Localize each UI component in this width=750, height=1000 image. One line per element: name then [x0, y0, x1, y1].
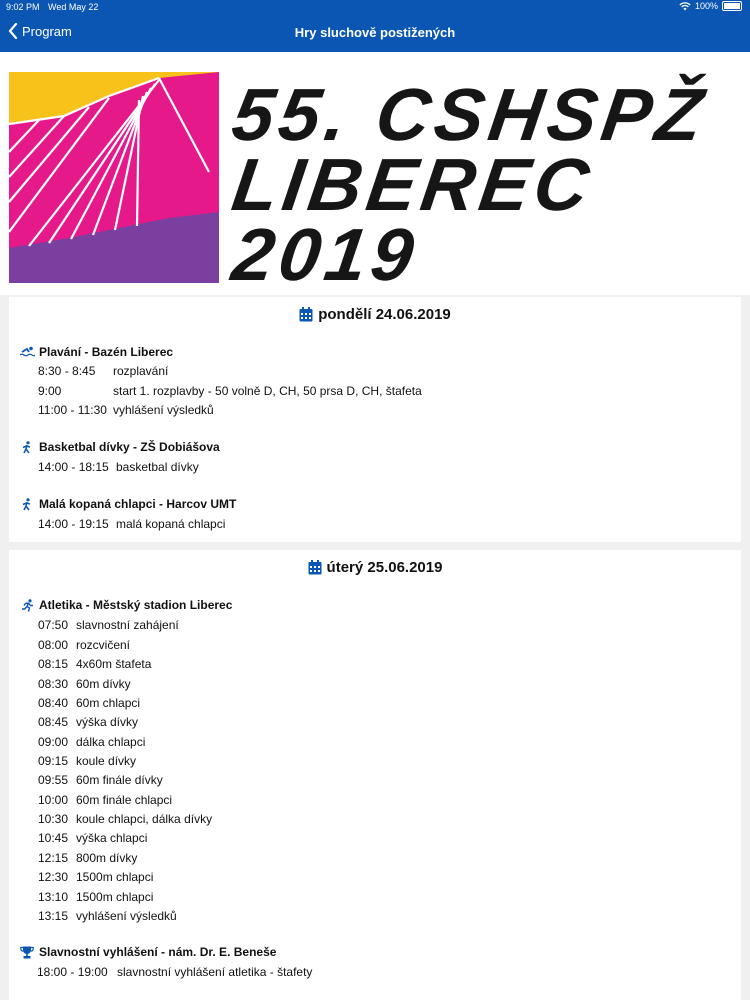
row-description: vyhlášení výsledků: [76, 909, 177, 923]
row-description: rozcvičení: [76, 638, 131, 652]
basketball-icon: [19, 440, 35, 454]
event-title: [19, 945, 276, 959]
event-title: [19, 598, 232, 612]
page-title: Hry sluchově postižených: [294, 25, 456, 40]
status-date: Wed May 22: [48, 2, 99, 12]
row-time: 8:30 - 8:45: [38, 364, 96, 378]
event-title: [19, 497, 236, 511]
day-card: [9, 297, 741, 542]
row-time: 08:15: [38, 657, 69, 671]
event-title-text: Plavání - Bazén Liberec: [39, 345, 174, 359]
event-title: [19, 345, 173, 359]
row-time: 08:45: [38, 715, 69, 729]
swimming-icon: [19, 345, 35, 359]
row-time: 12:15: [38, 851, 69, 865]
row-description: malá kopaná chlapci: [116, 517, 226, 531]
event-title-text: Atletika - Městský stadion Liberec: [39, 598, 233, 612]
row-description: slavnostní vyhlášení atletika - štafety: [117, 965, 313, 979]
row-description: 60m finále dívky: [76, 773, 163, 787]
row-time: 08:40: [38, 696, 69, 710]
row-description: rozplavání: [113, 364, 169, 378]
row-time: 07:50: [38, 618, 69, 632]
day-title: úterý 25.06.2019: [326, 559, 443, 576]
row-description: 4x60m štafeta: [76, 657, 152, 671]
day-heading: [9, 306, 741, 323]
navigation-bar: [0, 14, 750, 52]
row-time: 08:00: [38, 638, 69, 652]
row-description: koule chlapci, dálka dívky: [76, 812, 213, 826]
row-description: vyhlášení výsledků: [113, 403, 214, 417]
status-right: [679, 1, 742, 11]
row-description: 800m dívky: [76, 851, 138, 865]
row-description: výška chlapci: [76, 831, 148, 845]
day-heading: [9, 559, 741, 576]
row-time: 14:00 - 19:15: [38, 517, 109, 531]
row-time: 09:15: [38, 754, 69, 768]
row-time: 14:00 - 18:15: [38, 460, 109, 474]
mountain-logo: [9, 72, 219, 283]
logo-line-2: LIBEREC: [227, 143, 599, 226]
battery-percent: 100%: [694, 1, 718, 11]
event-title-text: Malá kopaná chlapci - Harcov UMT: [39, 497, 237, 511]
row-description: slavnostní zahájení: [76, 618, 179, 632]
day-title: pondělí 24.06.2019: [318, 306, 451, 323]
event-title: [19, 440, 220, 454]
row-description: 1500m chlapci: [76, 870, 154, 884]
row-time: 10:45: [38, 831, 69, 845]
back-label: Program: [22, 23, 72, 39]
row-description: 60m finále chlapci: [76, 793, 173, 807]
running-icon: [19, 598, 35, 612]
row-description: 1500m chlapci: [76, 890, 154, 904]
football-icon: [19, 497, 35, 511]
row-description: start 1. rozplavby - 50 volně D, CH, 50 prsa D, CH, štafeta: [113, 384, 422, 398]
row-time: 09:00: [38, 735, 69, 749]
row-time: 12:30: [38, 870, 69, 884]
row-description: 60m chlapci: [76, 696, 141, 710]
event-title-text: Slavnostní vyhlášení - nám. Dr. E. Beneše: [39, 945, 277, 959]
row-time: 9:00: [38, 384, 62, 398]
battery-icon: [722, 1, 742, 11]
row-time: 10:30: [38, 812, 69, 826]
row-time: 11:00 - 11:30: [38, 403, 107, 417]
row-time: 13:15: [38, 909, 69, 923]
logo-line-1: 55. CSHSPŽ: [227, 73, 713, 156]
row-time: 09:55: [38, 773, 69, 787]
row-description: basketbal dívky: [116, 460, 199, 474]
row-description: koule dívky: [76, 754, 137, 768]
row-time: 18:00 - 19:00: [37, 965, 108, 979]
status-time: 9:02 PM: [6, 2, 40, 12]
trophy-icon: [19, 945, 35, 959]
event-title-text: Basketbal dívky - ZŠ Dobiášova: [39, 440, 220, 454]
row-description: výška dívky: [76, 715, 139, 729]
day-card: [9, 550, 741, 1000]
logo-line-3: 2019: [227, 213, 424, 296]
row-time: 10:00: [38, 793, 69, 807]
wifi-icon: [679, 2, 691, 11]
row-description: dálka chlapci: [76, 735, 146, 749]
calendar-icon: [308, 560, 322, 575]
row-time: 08:30: [38, 677, 69, 691]
row-description: 60m dívky: [76, 677, 131, 691]
status-bar: [0, 0, 750, 14]
calendar-icon: [299, 307, 313, 322]
row-time: 13:10: [38, 890, 69, 904]
